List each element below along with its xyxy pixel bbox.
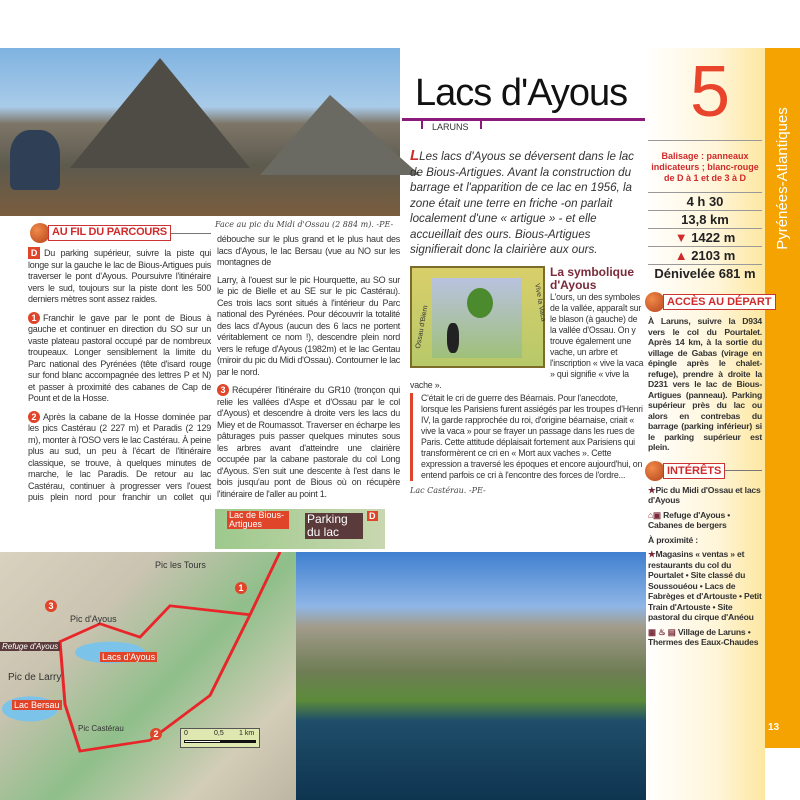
page-number: 13 bbox=[768, 722, 780, 733]
marker-d-icon: D bbox=[28, 247, 40, 259]
nearby-label: À proximité : bbox=[648, 534, 698, 545]
lake-photo bbox=[296, 552, 646, 800]
down-triangle-icon: ▼ bbox=[674, 230, 692, 245]
symbol-box bbox=[410, 266, 644, 481]
top-photo-caption: Face au pic du Midi d'Ossau (2 884 m). -PE- bbox=[215, 220, 394, 229]
step-d bbox=[28, 247, 211, 306]
map-scale bbox=[180, 728, 260, 748]
ball-icon bbox=[30, 223, 50, 243]
access-text: À Laruns, suivre la D934 vers le col du Pourtalet. Après 14 km, à la sortie du village de Gabas (virage en épingle après le chalet-refuge), prendre à droite la D231 vers le lac de Bious-Artigues (panneau). Parking supérieur près du lac ou alors en contrebas du barrage (parking inférieur) si le parking supérieur est plein. bbox=[648, 316, 762, 452]
intro-body: Les lacs d'Ayous se déversent dans le lac de Bious-Artigues. Avant la construction du barrage et l'apparition de ce lac en 1956, la zone était une terre en friche -on parlait localement d'une « artigue » - et elle accueillait des ours. Bious-Artigues signifierait donc la clairière aux ours. bbox=[410, 150, 634, 256]
route-header bbox=[30, 223, 211, 243]
marker-1: 1 bbox=[235, 582, 247, 594]
label-bious: Lac de Bious-Artigues bbox=[227, 511, 289, 529]
divider bbox=[725, 470, 762, 471]
intro-text bbox=[410, 148, 644, 258]
access-header bbox=[645, 292, 772, 312]
step-text: Du parking supérieur, suivre la piste qui longe sur la gauche le lac de Bious-Artigues puis traverser le pont d'Ayous. Poursuivre l'itinéraire vers le sud, toujours sur la piste dont les 500 derniers mètres sont assez raides. bbox=[28, 248, 211, 304]
distance: 13,8 km bbox=[648, 211, 762, 229]
peak-shape bbox=[70, 58, 250, 168]
nearby-text: Village de Laruns • Thermes des Eaux-Chaudes bbox=[648, 626, 759, 647]
label-pic-larry: Pic de Larry bbox=[8, 672, 62, 683]
page-title: Lacs d'Ayous bbox=[415, 72, 628, 114]
marker-3: 3 bbox=[45, 600, 57, 612]
peak-shape bbox=[260, 95, 420, 175]
label-parking: Parking du lac bbox=[305, 513, 363, 539]
route-column bbox=[28, 226, 400, 549]
step-3 bbox=[217, 384, 400, 500]
max-altitude bbox=[648, 247, 762, 265]
symbol-text-top: L'ours, un des symboles de la vallée, apparaît sur le blason (à gauche) de la vallée d'Ossau. On y trouve également une vache, un arbre et l'inscription « vive la vaca » qui signifie « vive la vache ». bbox=[410, 291, 644, 390]
interests-heading: INTÉRÊTS bbox=[663, 463, 725, 479]
balisage-text: Balisage : panneaux indicateurs ; blanc-rouge de D à 1 et de 3 à D bbox=[648, 140, 762, 184]
route-steps bbox=[28, 226, 400, 505]
step-text: Récupérer l'itinéraire du GR10 (tronçon qui relie les vallées d'Aspe et d'Ossau par le col d'Ayous) et descendre à droite vers les lacs du Miey et de Roumassot. Traverser en écharpe les pâturages puis passer quelques minutes sous les arbres avant d'atteindre une clairière occupée par la cabane pastorale du col Long d'Ayous. S'en suit une descente à l'est dans le bois jusqu'au pont de Bious où on récupère l'itinéraire de l'aller au point 1. bbox=[217, 385, 400, 499]
blason-right-text: Vive la Vaca bbox=[533, 282, 547, 322]
step-text: Après la cabane de la Hosse dominée par les pics Castérau (2 227 m) et Paradis (2 129 m), monter à l'OSO vers le lac Castérau. À peine plus au sud, un peu à l'écart de l'itinéraire classique, se trouve, à quelques minutes de marche, le lac Paradis. De retour au lac Castérau, continuer à progresser vers l'ouest puis plein nord pour franchir un collet qui débouche sur le plus grand et le plus haut des lacs d'Ayous, le lac Bersau (vue au NO sur les montagnes de bbox=[28, 234, 400, 502]
scale-bar bbox=[184, 740, 256, 743]
marker-2: 2 bbox=[150, 728, 162, 740]
label-pic-tours: Pic les Tours bbox=[155, 560, 206, 570]
blason-image bbox=[410, 266, 545, 368]
nearby-item bbox=[648, 549, 762, 623]
interest-text: Refuge d'Ayous • Cabanes de bergers bbox=[648, 509, 731, 530]
nearby-item bbox=[648, 627, 762, 648]
right-column bbox=[410, 148, 644, 495]
rule-tick bbox=[421, 121, 423, 129]
star-icon: ★ bbox=[648, 549, 656, 559]
hiker-figure bbox=[10, 130, 60, 190]
label-refuge: Refuge d'Ayous bbox=[2, 642, 59, 651]
interest-item bbox=[648, 485, 762, 506]
region-label bbox=[765, 48, 800, 308]
label-pic-casterau: Pic Castérau bbox=[78, 724, 124, 733]
step-2-cont: Larry, à l'ouest sur le pic Hourquette, au SO sur le pic de Bielle et au SE sur le pic Castérau). Ces trois lacs sont situés à l'intérieur du Parc national des Pyrénées. Pour découvrir la totalité des lacs d'Ayous (aucun des 6 lacs ne portent véritablement ce nom !), descendre plein nord vers le refuge d'Ayous (1982m) et le lac Gentau (miroir du pic du Midi d'Ossau). Contourner le lac par le nord. bbox=[217, 274, 400, 377]
route-map bbox=[0, 552, 296, 800]
interests-header bbox=[645, 461, 762, 481]
bear-icon bbox=[447, 323, 459, 353]
step-1 bbox=[28, 312, 211, 405]
symbol-text-bottom: C'était le cri de guerre des Béarnais. Pour l'anecdote, lorsque les Parisiens furent assiégés par les troupes d'Henri IV, la garde rapprochée du roi, d'origine béarnaise, criait « vive la vaca » pour se frayer un passage dans les rues de Paris. Cette attitude déplaisait fortement aux Parisiens qui transformèrent ce cri en « Mort aux vaches ». Cette expression a traversé les époques et encore aujourd'hui, on entend parfois ce cri à l'encontre des forces de l'ordre... bbox=[410, 393, 644, 481]
label-bersau: Lac Bersau bbox=[14, 700, 60, 710]
ball-icon bbox=[645, 292, 665, 312]
map-inset bbox=[215, 509, 385, 549]
marker-2-icon: 2 bbox=[28, 411, 40, 423]
lake-caption: Lac Castérau. -PE- bbox=[410, 485, 486, 495]
up-triangle-icon: ▲ bbox=[674, 248, 692, 263]
ball-icon bbox=[645, 461, 665, 481]
hut-icon: ▣ bbox=[653, 509, 664, 520]
marker-d: D bbox=[369, 510, 376, 521]
interest-text: Pic du Midi d'Ossau et lacs d'Ayous bbox=[648, 484, 761, 505]
house-icon: ⌂ bbox=[648, 509, 653, 520]
duration: 4 h 30 bbox=[648, 193, 762, 211]
region-text: Pyrénées-Atlantiques bbox=[774, 106, 791, 250]
access-heading: ACCÈS AU DÉPART bbox=[663, 294, 776, 310]
title-rule bbox=[402, 118, 660, 121]
label-pic-ayous: Pic d'Ayous bbox=[70, 614, 117, 624]
route-heading: AU FIL DU PARCOURS bbox=[48, 225, 171, 241]
symbol-heading: La symbolique d'Ayous bbox=[550, 264, 635, 292]
marker-1-icon: 1 bbox=[28, 312, 40, 324]
step-text: Franchir le gave par le pont de Bious à gauche et continuer en direction du SO sur un vaste plateau pastoral occupé par de nombreux troupeaux. Longer sensiblement la limite du Parc national des Pyrénées (tête d'isard rouge sur fond blanc accompagnée des lettres P et N) et passer à proximité des cabanes de Cap de Pount et de la Hosse. bbox=[28, 312, 211, 403]
min-altitude bbox=[648, 229, 762, 247]
stats-block bbox=[648, 192, 762, 282]
scale-label: 0 bbox=[184, 730, 188, 737]
min-altitude-value: 1422 m bbox=[691, 230, 736, 245]
scale-label: 1 km bbox=[239, 730, 255, 737]
max-altitude-value: 2103 m bbox=[691, 248, 736, 263]
interest-item bbox=[648, 510, 762, 531]
nearby-text: Magasins « ventas » et restaurants du col du Pourtalet • Site classé du Soussouéou • Lacs de Fabrèges et d'Artouste • Petit Train d'Artouste • Site pastoral du cirque d'Anéou bbox=[648, 549, 762, 622]
star-icon: ★ bbox=[648, 484, 656, 495]
rule-tick bbox=[480, 121, 482, 129]
scale-label: 0,5 bbox=[214, 730, 224, 737]
drop-cap: L bbox=[410, 147, 420, 164]
blason-left-text: Ossau d'Biern bbox=[415, 304, 430, 349]
marker-3-icon: 3 bbox=[217, 384, 229, 396]
interests-list bbox=[648, 485, 762, 648]
tree-icon bbox=[467, 288, 493, 318]
village-icon: ▦ ♨ ▤ bbox=[648, 626, 678, 637]
route-number: 5 bbox=[690, 52, 731, 132]
label-lacs: Lacs d'Ayous bbox=[102, 652, 156, 662]
subtitle-town: LARUNS bbox=[432, 122, 469, 132]
sidebar-content bbox=[648, 140, 772, 648]
elevation: Dénivelée 681 m bbox=[654, 266, 756, 281]
divider bbox=[171, 233, 211, 234]
